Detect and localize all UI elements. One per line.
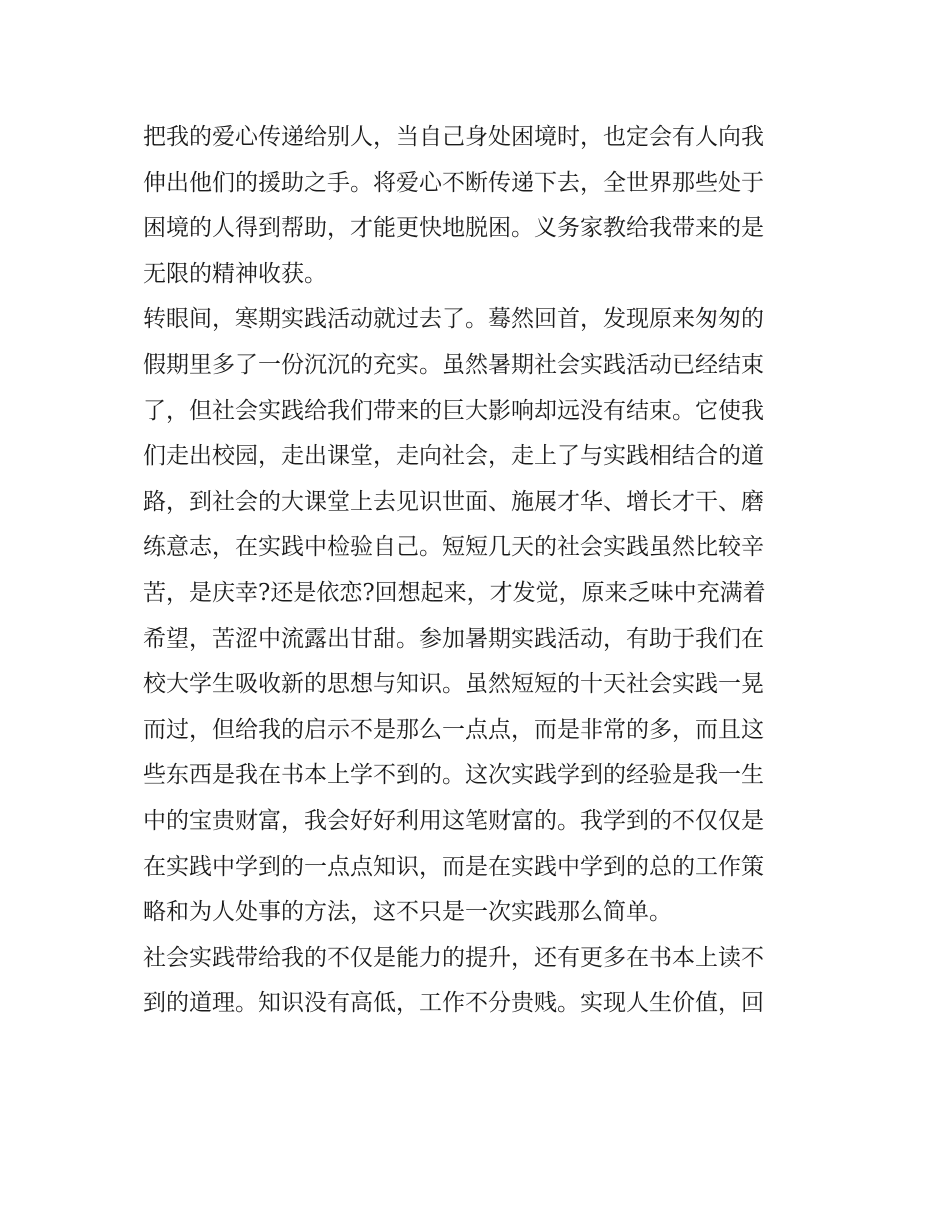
text-line: 略和为人处事的方法，这不只是一次实践那么简单。 xyxy=(143,899,672,926)
text-line: 在实践中学到的一点点知识，而是在实践中学到的总的工作策 xyxy=(143,853,764,880)
text-line: 中的宝贵财富，我会好好利用这笔财富的。我学到的不仅仅是 xyxy=(143,807,764,834)
text-line: 把我的爱心传递给别人，当自己身处困境时，也定会有人向我 xyxy=(143,124,764,150)
text-line: 而过，但给我的启示不是那么一点点，而是非常的多，而且这 xyxy=(143,716,764,743)
text-line: 社会实践带给我的不仅是能力的提升，还有更多在书本上读不 xyxy=(143,944,764,971)
text-line: 练意志，在实践中检验自己。短短几天的社会实践虽然比较辛 xyxy=(143,534,764,561)
text-line: 到的道理。知识没有高低，工作不分贵贱。实现人生价值，回 xyxy=(143,990,764,1017)
text-line: 假期里多了一份沉沉的充实。虽然暑期社会实践活动已经结束 xyxy=(143,351,764,378)
text-line: 困境的人得到帮助，才能更快地脱困。义务家教给我带来的是 xyxy=(143,215,764,242)
document-body xyxy=(143,115,813,1027)
text-line: 无限的精神收获。 xyxy=(143,260,327,287)
text-line: 希望，苦涩中流露出甘甜。参加暑期实践活动，有助于我们在 xyxy=(143,625,764,652)
text-line: 路，到社会的大课堂上去见识世面、施展才华、增长才干、磨 xyxy=(143,488,764,515)
text-line: 校大学生吸收新的思想与知识。虽然短短的十天社会实践一晃 xyxy=(143,671,764,698)
text-line: 转眼间，寒期实践活动就过去了。蓦然回首，发现原来匆匆的 xyxy=(143,306,764,333)
text-line: 们走出校园，走出课堂，走向社会，走上了与实践相结合的道 xyxy=(143,443,764,470)
text-line: 些东西是我在书本上学不到的。这次实践学到的经验是我一生 xyxy=(143,762,764,789)
text-line: 苦，是庆幸?还是依恋?回想起来，才发觉，原来乏味中充满着 xyxy=(143,579,766,606)
text-line: 了，但社会实践给我们带来的巨大影响却远没有结束。它使我 xyxy=(143,397,764,424)
text-line: 伸出他们的援助之手。将爱心不断传递下去，全世界那些处于 xyxy=(143,169,764,196)
